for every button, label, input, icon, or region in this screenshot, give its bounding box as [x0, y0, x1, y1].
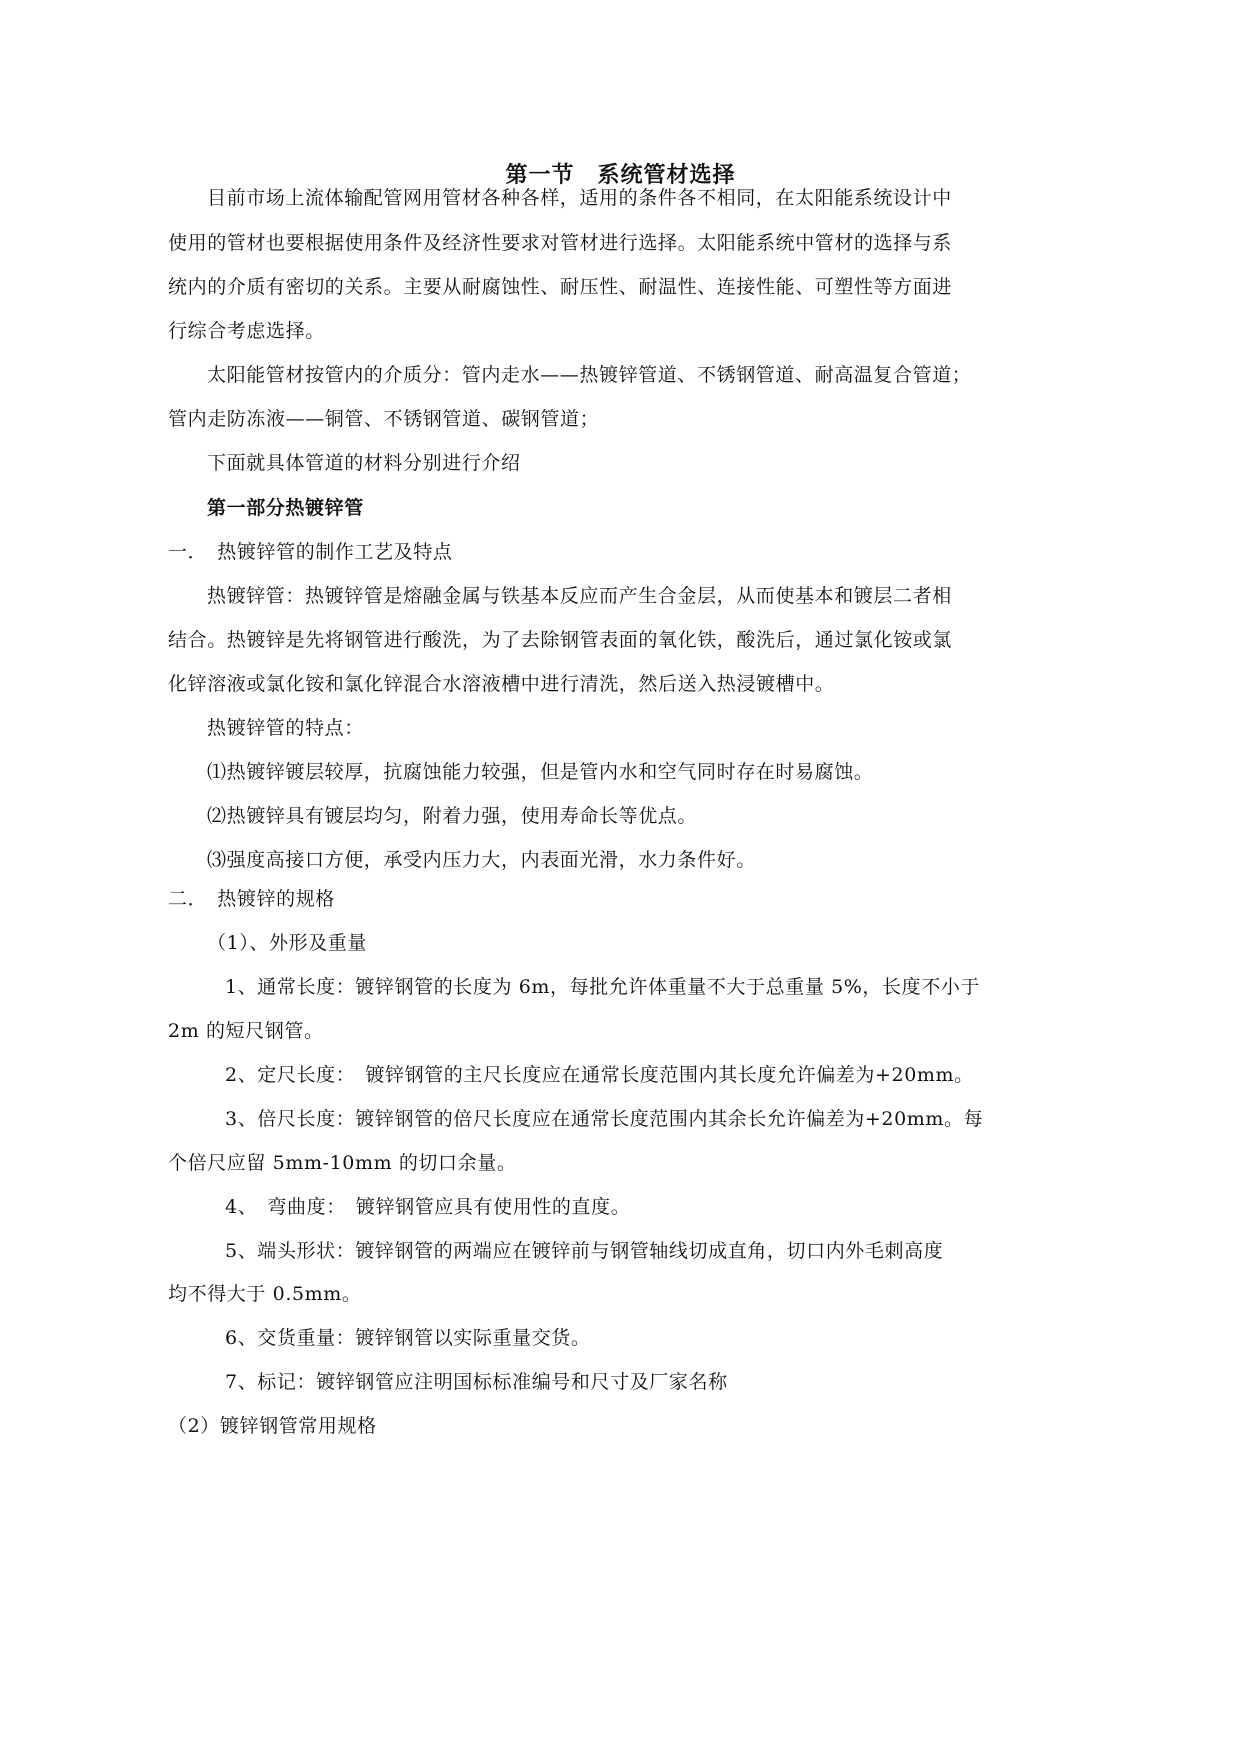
list-item: 2、定尺长度： 镀锌钢管的主尺长度应在通常长度范围内其长度允许偏差为+20mm。	[225, 1064, 974, 1086]
section-heading-1: 一． 热镀锌管的制作工艺及特点	[168, 541, 453, 563]
text-line: 使用的管材也要根据使用条件及经济性要求对管材进行选择。太阳能系统中管材的选择与系	[168, 232, 953, 254]
text-line: 太阳能管材按管内的介质分：管内走水——热镀锌管道、不锈钢管道、耐高温复合管道；	[207, 364, 972, 386]
list-item: 6、交货重量：镀锌钢管以实际重量交货。	[225, 1327, 591, 1349]
features-title: 热镀锌管的特点：	[207, 717, 364, 739]
text-line: 热镀锌管：热镀锌管是熔融金属与铁基本反应而产生合金层，从而使基本和镀层二者相	[207, 585, 952, 607]
text-line: 结合。热镀锌是先将钢管进行酸洗，为了去除钢管表面的氧化铁，酸洗后，通过氯化铵或氯	[168, 629, 953, 651]
text-line: 目前市场上流体输配管网用管材各种各样，适用的条件各不相同，在太阳能系统设计中	[207, 187, 952, 209]
text-line: 行综合考虑选择。	[168, 320, 325, 342]
text-line: 统内的介质有密切的关系。主要从耐腐蚀性、耐压性、耐温性、连接性能、可塑性等方面进	[168, 276, 953, 298]
intro-paragraph-3: 下面就具体管道的材料分别进行介绍	[207, 452, 521, 474]
section-heading-2: 二． 热镀锌的规格	[168, 888, 335, 910]
list-item-continuation: 个倍尺应留 5mm-10mm 的切口余量。	[168, 1152, 517, 1174]
page-title: 第一节 系统管材选择	[505, 162, 736, 188]
list-item: 5、端头形状：镀锌钢管的两端应在镀锌前与钢管轴线切成直角，切口内外毛刺高度	[225, 1240, 944, 1262]
list-item: ⑵热镀锌具有镀层均匀，附着力强，使用寿命长等优点。	[207, 805, 698, 827]
subsection-heading-1: （1）、外形及重量	[207, 932, 367, 954]
list-item: 4、 弯曲度： 镀锌钢管应具有使用性的直度。	[225, 1196, 631, 1218]
list-item: 3、倍尺长度：镀锌钢管的倍尺长度应在通常长度范围内其余长允许偏差为+20mm。每	[225, 1108, 984, 1130]
part-heading: 第一部分热镀锌管	[207, 497, 364, 519]
list-item-continuation: 2m 的短尺钢管。	[168, 1020, 324, 1042]
list-item: 7、标记：镀锌钢管应注明国标标准编号和尺寸及厂家名称	[225, 1371, 728, 1393]
list-item: ⑴热镀锌镀层较厚，抗腐蚀能力较强，但是管内水和空气同时存在时易腐蚀。	[207, 761, 874, 783]
list-item-continuation: 均不得大于 0.5mm。	[168, 1283, 362, 1305]
subsection-heading-2: （2）镀锌钢管常用规格	[168, 1415, 377, 1437]
text-line: 化锌溶液或氯化铵和氯化锌混合水溶液槽中进行清洗，然后送入热浸镀槽中。	[168, 673, 835, 695]
list-item: ⑶强度高接口方便，承受内压力大，内表面光滑，水力条件好。	[207, 849, 756, 871]
text-line: 管内走防冻液——铜管、不锈钢管道、碳钢管道；	[168, 408, 600, 430]
list-item: 1、通常长度：镀锌钢管的长度为 6m，每批允许体重量不大于总重量 5%，长度不小于	[225, 976, 981, 998]
